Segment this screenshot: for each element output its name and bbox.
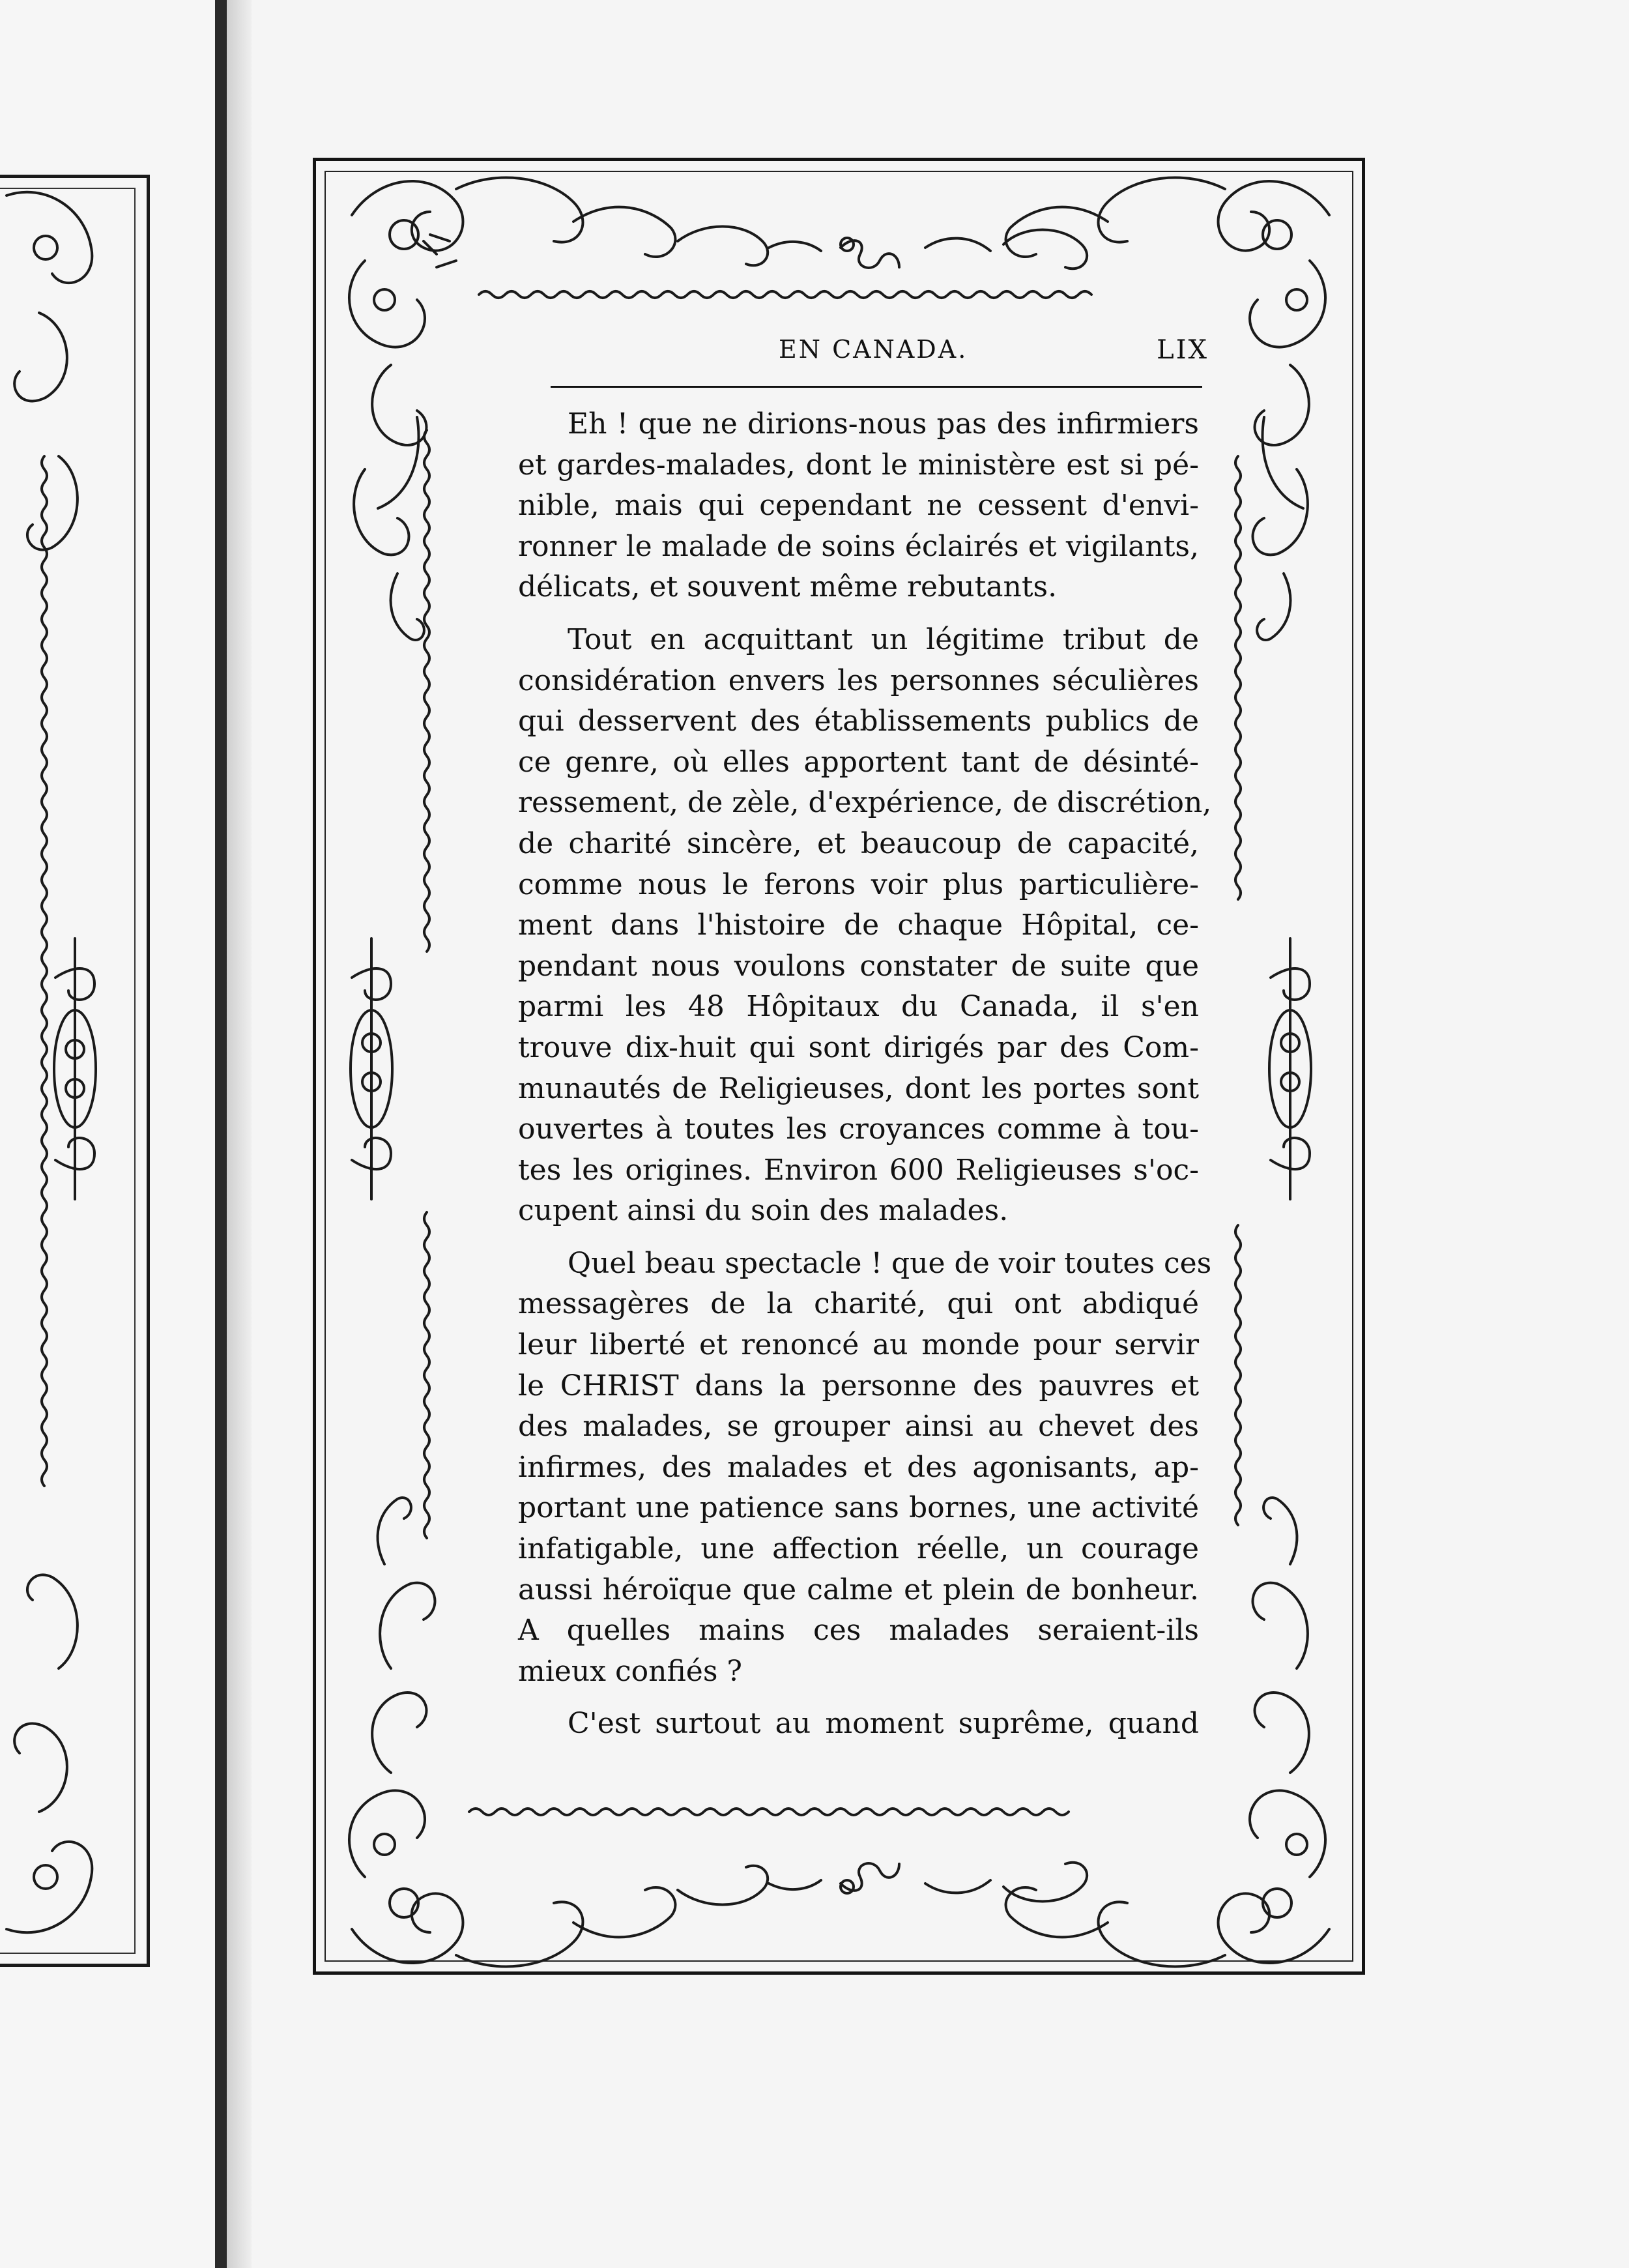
text-line: infirmes, des malades et des agonisants, ap-: [518, 1450, 1199, 1484]
text-line: A quelles mains ces malades seraient-ils: [518, 1614, 1199, 1648]
text-line: munautés de Religieuses, dont les portes sont: [518, 1071, 1199, 1105]
text-line: ressement, de zèle, d'expérience, de discrétion,: [518, 786, 1212, 820]
text-line: parmi les 48 Hôpitaux du Canada, il s'en: [518, 990, 1199, 1024]
wavy-rule-bottom: [469, 1809, 1069, 1815]
text-line: leur liberté et renoncé au monde pour servir: [518, 1328, 1199, 1362]
side-ornament-left: [351, 938, 392, 1199]
text-line: Tout en acquittant un légitime tribut de: [568, 622, 1199, 656]
paragraph-1: [518, 404, 1199, 608]
paragraph-2: [518, 620, 1212, 1232]
side-ornament-facing-page: [54, 938, 96, 1199]
text-line: C'est surtout au moment suprême, quand: [568, 1707, 1199, 1741]
text-line: délicats, et souvent même rebutants.: [518, 570, 1058, 604]
text-line: pendant nous voulons constater de suite que: [518, 949, 1199, 983]
body-text: [518, 404, 1212, 1756]
text-line: qui desservent des établissements publics de: [518, 705, 1199, 738]
text-line: ouvertes à toutes les croyances comme à tou-: [518, 1112, 1199, 1146]
text-line: ce genre, où elles apportent tant de désinté-: [518, 745, 1199, 779]
text-line: ronner le malade de soins éclairés et vigilants,: [518, 529, 1199, 563]
text-line: et gardes-malades, dont le ministère est si pé-: [518, 448, 1199, 482]
text-line: trouve dix-huit qui sont dirigés par des Com-: [518, 1030, 1199, 1064]
text-line: portant une patience sans bornes, une activité: [518, 1491, 1199, 1525]
text-line: Eh ! que ne dirions-nous pas des infirmiers: [568, 407, 1199, 441]
text-line: aussi héroïque que calme et plein de bonheur.: [518, 1573, 1199, 1606]
text-line: Quel beau spectacle ! que de voir toutes ces: [568, 1246, 1212, 1280]
paragraph-3: [518, 1243, 1212, 1693]
text-line: le CHRIST dans la personne des pauvres et: [518, 1369, 1199, 1403]
text-line: infatigable, une affection réelle, un courage: [518, 1532, 1199, 1566]
wavy-rule-left: [424, 430, 429, 952]
text-line: cupent ainsi du soin des malades.: [518, 1194, 1009, 1228]
header-rule: [551, 386, 1202, 388]
text-line: de charité sincère, et beaucoup de capacité,: [518, 826, 1199, 860]
paragraph-4: [518, 1704, 1199, 1745]
text-line: considération envers les personnes séculières: [518, 663, 1199, 697]
page-number: LIX: [1157, 335, 1209, 365]
facing-page-corner-bottom: [7, 1575, 92, 1932]
running-title: EN CANADA.: [779, 335, 968, 364]
text-line: ment dans l'histoire de chaque Hôpital, ce-: [518, 909, 1199, 942]
bottom-center-ornament: [678, 1863, 1087, 1905]
text-line: messagères de la charité, qui ont abdiqué: [518, 1287, 1199, 1321]
text-line: nible, mais qui cependant ne cessent d'envi-: [518, 489, 1199, 523]
text-line: tes les origines. Environ 600 Religieuses s'oc-: [518, 1153, 1199, 1187]
side-ornament-right: [1269, 938, 1311, 1199]
wavy-rule-right: [1235, 456, 1241, 899]
text-line: comme nous le ferons voir plus particulière-: [518, 867, 1199, 901]
page-header: [551, 326, 1209, 385]
facing-page-corner-top: [7, 192, 92, 550]
wavy-rule-top: [479, 291, 1091, 298]
top-center-ornament: [678, 227, 1087, 269]
text-line: des malades, se grouper ainsi au chevet des: [518, 1410, 1199, 1444]
text-line: mieux confiés ?: [518, 1654, 742, 1688]
